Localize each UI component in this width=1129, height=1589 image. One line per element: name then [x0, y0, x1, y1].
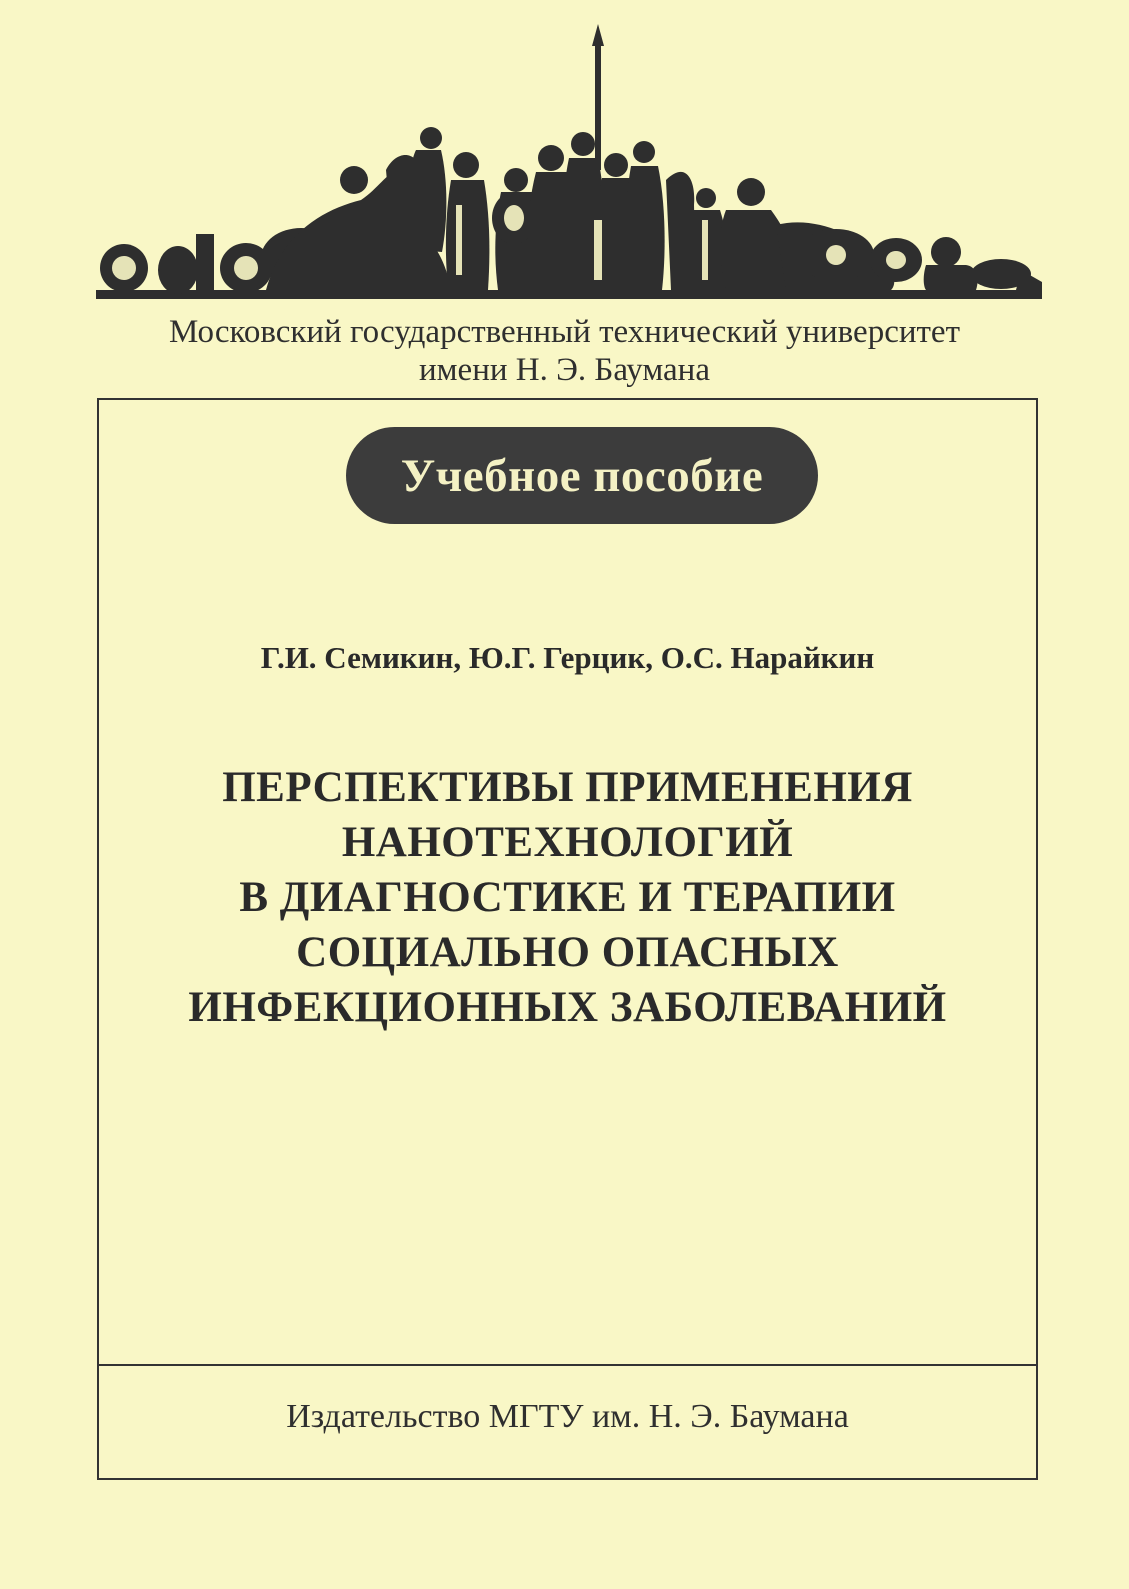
sculpture-frieze-emblem — [96, 20, 1042, 306]
series-badge — [346, 427, 818, 524]
frame-divider — [97, 1364, 1038, 1366]
title-line: НАНОТЕХНОЛОГИЙ — [341, 819, 794, 866]
publisher: Издательство МГТУ им. Н. Э. Баумана — [286, 1398, 849, 1435]
university-name-line1: Московский государственный технический университет — [168, 314, 961, 350]
title-line: СОЦИАЛЬНО ОПАСНЫХ — [296, 929, 839, 976]
authors: Г.И. Семикин, Ю.Г. Герцик, О.С. Нарайкин — [260, 640, 875, 675]
series-label: Учебное пособие — [400, 449, 764, 502]
university-name-line2: имени Н. Э. Баумана — [419, 352, 710, 388]
book-title — [97, 760, 1038, 1035]
title-line: В ДИАГНОСТИКЕ И ТЕРАПИИ — [239, 874, 896, 921]
title-line: ИНФЕКЦИОННЫХ ЗАБОЛЕВАНИЙ — [188, 984, 947, 1031]
title-line: ПЕРСПЕКТИВЫ ПРИМЕНЕНИЯ — [222, 764, 913, 811]
